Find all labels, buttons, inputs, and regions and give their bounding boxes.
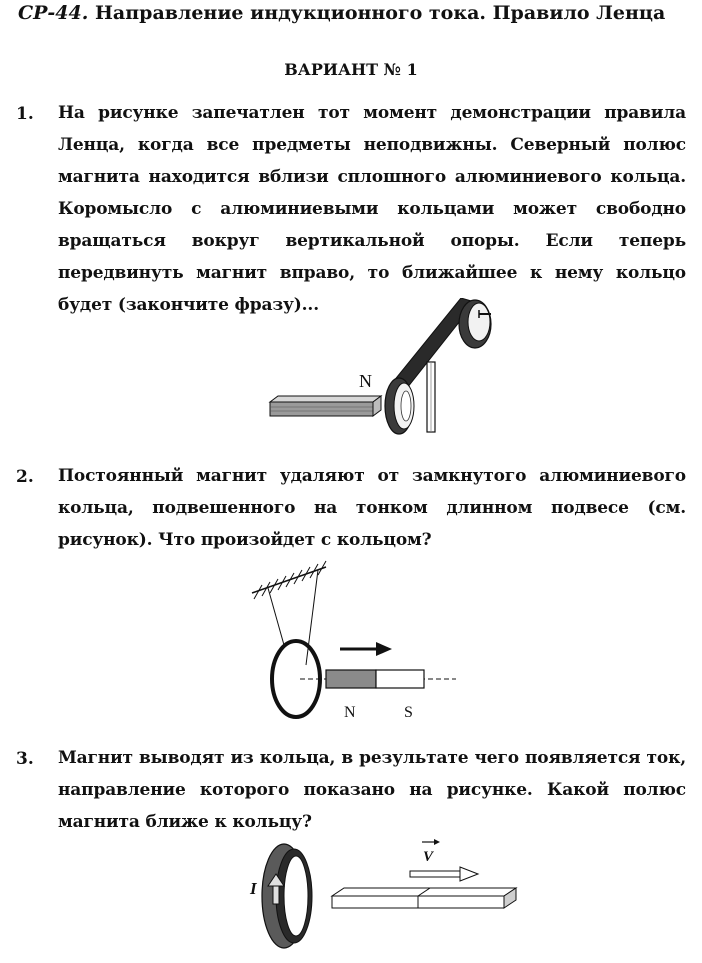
question-2-text: Постоянный магнит удаляют от замкнутого алюминиевого кольца, подвешенного на тонком длинном подвесе (см. рисунок). Что произойдет с кольцом? bbox=[58, 466, 686, 550]
pole-label-s: S bbox=[404, 704, 413, 721]
variant-heading: ВАРИАНТ № 1 bbox=[284, 60, 418, 79]
question-1-number: 1. bbox=[16, 104, 34, 124]
question-2-number: 2. bbox=[16, 467, 34, 487]
velocity-arrow bbox=[410, 867, 478, 881]
metal-ring bbox=[262, 844, 312, 948]
bar-magnet bbox=[270, 396, 381, 416]
bar-magnet bbox=[332, 888, 516, 908]
page-title bbox=[18, 2, 698, 24]
suspended-ring-figure bbox=[240, 555, 465, 725]
ring-current-figure bbox=[240, 836, 530, 956]
worksheet-code: СР-44. bbox=[18, 2, 89, 24]
motion-arrow bbox=[340, 642, 392, 656]
worksheet-title: Направление индукционного тока. Правило Ленца bbox=[94, 2, 666, 24]
pole-label-n: N bbox=[344, 704, 356, 721]
bar-magnet bbox=[326, 670, 424, 688]
pole-label-n: N bbox=[359, 371, 372, 391]
question-3-text: Магнит выводят из кольца, в результате чего появляется ток, направление которого показано на рисунке. Какой полюс магнита ближе к кольцу? bbox=[58, 748, 686, 832]
question-1-text: На рисунке запечатлен тот момент демонстрации правила Ленца, когда все предметы неподвижны. Северный полюс магнита находится вблизи сплошного алюминиевого кольца. Коромысло с алюминиевыми кольцами может свободно вращаться вокруг вертикальной опоры. Если теперь передвинуть магнит вправо, то ближайшее к нему кольцо будет (закончите фразу)... bbox=[58, 103, 686, 315]
solid-ring bbox=[385, 378, 414, 434]
slit-ring bbox=[459, 300, 491, 348]
lenz-balance-figure bbox=[265, 298, 505, 440]
velocity-label: V bbox=[423, 849, 434, 865]
current-label: I bbox=[250, 879, 257, 898]
vertical-support bbox=[427, 362, 435, 432]
velocity-vector-mark bbox=[422, 839, 440, 845]
question-3-number: 3. bbox=[16, 749, 34, 769]
